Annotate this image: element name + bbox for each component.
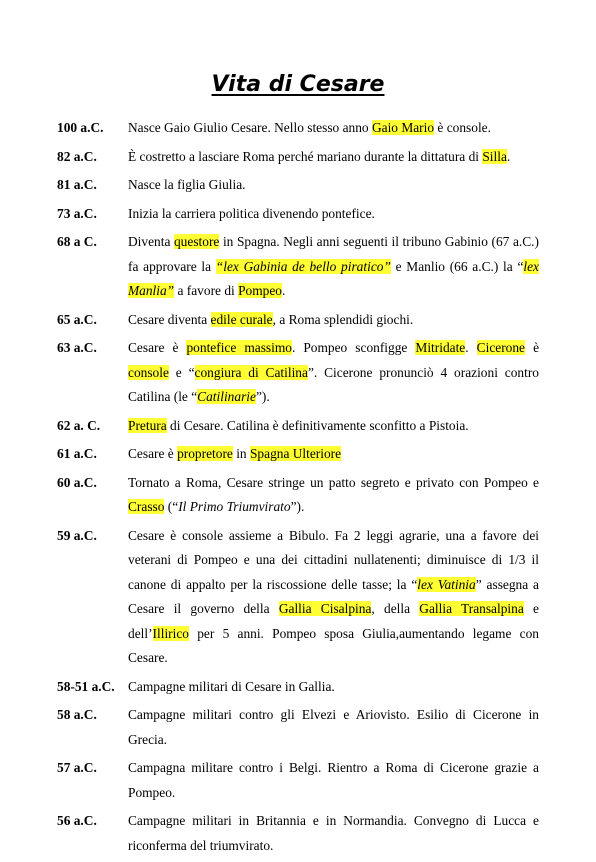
timeline-entry <box>57 442 539 467</box>
timeline-entry <box>57 116 539 141</box>
timeline-entry <box>57 809 539 858</box>
highlighted-term: Spagna Ulteriore <box>249 446 342 461</box>
entry-date: 58 a.C. <box>57 707 97 722</box>
text-segment: e dell’ <box>128 601 539 641</box>
text-segment: Tornato a Roma, Cesare stringe un patto segreto e privato con Pompeo e <box>128 474 539 490</box>
text-segment: e Manlio (66 a.C.) la “ <box>390 258 524 274</box>
entry-date: 57 a.C. <box>57 760 97 775</box>
entry-text <box>128 116 539 141</box>
highlighted-term: Illirico <box>152 625 189 641</box>
timeline-entry <box>57 675 539 700</box>
highlighted-term: Gaio Mario <box>371 120 435 135</box>
entry-date: 60 a.C. <box>57 474 97 490</box>
highlighted-term: propretore <box>177 446 233 461</box>
timeline-entry <box>57 524 539 671</box>
highlighted-term <box>197 389 256 404</box>
text-segment: . Pompeo sconfigge <box>291 340 416 355</box>
entry-date: 56 a.C. <box>57 813 97 828</box>
timeline-entry <box>57 336 539 410</box>
entry-date: 73 a.C. <box>57 205 97 221</box>
timeline-entry <box>57 756 539 805</box>
text-segment <box>178 499 290 514</box>
text-segment: è <box>525 340 540 355</box>
highlighted-term: Gallia Cisalpina <box>278 601 372 616</box>
entry-date: 62 a. C. <box>57 417 101 433</box>
highlighted-term <box>417 577 475 592</box>
entry-date: 59 a.C. <box>57 527 97 543</box>
highlighted-term: edile curale <box>210 311 273 327</box>
italic-term: lex Manlia” <box>128 258 539 298</box>
entry-text <box>128 471 539 520</box>
entry-text <box>128 202 539 227</box>
highlighted-term: Pompeo <box>238 283 282 298</box>
page-title: Vita di Cesare <box>211 72 385 97</box>
highlighted-term: Cicerone <box>476 340 526 355</box>
text-segment: Cesare è console assieme a Bibulo. Fa 2 leggi agrarie, una a favore dei veterani di Pompeo e una dei cittadini nullatenenti; diminuisce di 1/3 il canone di appalto per la riscossione delle tasse; la “ <box>128 527 539 592</box>
highlighted-term: Pretura <box>128 417 167 433</box>
text-segment: ”. Cicerone pronunciò 4 orazioni contro Catilina (le “ <box>128 364 539 404</box>
text-segment: di Cesare. Catilina è definitivamente sconfitto a Pistoia. <box>166 417 469 433</box>
text-segment: . <box>465 340 477 355</box>
text-segment: per 5 anni. Pompeo sposa Giulia,aumentando legame con Cesare. <box>128 625 539 665</box>
entry-text <box>128 809 539 858</box>
highlighted-term <box>216 259 391 274</box>
entry-date: 100 a.C. <box>57 120 104 135</box>
text-segment: e “ <box>168 364 195 380</box>
timeline-entry <box>57 202 539 227</box>
italic-term: Catilinarie <box>197 389 256 404</box>
timeline-entry <box>57 145 539 170</box>
text-segment: Nasce la figlia Giulia. <box>128 177 246 192</box>
entry-text <box>128 336 539 410</box>
entry-text <box>128 442 539 467</box>
entry-date: 82 a.C. <box>57 148 97 164</box>
highlighted-term: Mitridate <box>415 340 466 355</box>
entry-date: 63 a.C. <box>57 340 97 355</box>
highlighted-term: Gallia Transalpina <box>419 601 524 616</box>
text-segment: in Spagna. Negli anni seguenti il tribuno Gabinio (67 a.C.) fa approvare la <box>128 234 539 274</box>
text-segment: Diventa <box>128 234 174 249</box>
text-segment: in <box>232 446 250 461</box>
entry-text <box>128 414 539 439</box>
highlighted-term: questore <box>173 234 220 249</box>
text-segment: ”). <box>255 389 270 404</box>
entry-text <box>128 173 539 198</box>
entry-text <box>128 308 539 333</box>
text-segment: ”). <box>290 499 305 514</box>
text-segment: Inizia la carriera politica divenendo pontefice. <box>128 205 375 221</box>
timeline-entry <box>57 308 539 333</box>
text-segment: Campagne militari contro gli Elvezi e Ariovisto. Esilio di Cicerone in Grecia. <box>128 707 539 747</box>
text-segment: ” assegna a Cesare il governo della <box>128 576 539 616</box>
highlighted-term: pontefice massimo <box>186 340 292 355</box>
entry-date: 58-51 a.C. <box>57 678 115 694</box>
text-segment: . <box>282 283 286 298</box>
timeline-entry <box>57 471 539 520</box>
entry-date: 68 a C. <box>57 234 97 249</box>
entry-text <box>128 703 539 752</box>
timeline-entry <box>57 703 539 752</box>
text-segment: Cesare diventa <box>128 311 211 327</box>
entry-date: 65 a.C. <box>57 311 97 327</box>
highlighted-term: console <box>128 364 169 380</box>
timeline-entry <box>57 173 539 198</box>
timeline-entry <box>57 230 539 304</box>
text-segment: , a Roma splendidi giochi. <box>272 311 414 327</box>
text-segment: È costretto a lasciare Roma perché mariano durante la dittatura di <box>128 148 483 164</box>
highlighted-term: Silla <box>482 148 507 164</box>
highlighted-term: Crasso <box>128 499 165 514</box>
text-segment: Campagne militari in Britannia e in Normandia. Convegno di Lucca e riconferma del triumvirato. <box>128 813 539 853</box>
text-segment: (“ <box>164 499 179 514</box>
entry-text <box>128 675 539 700</box>
italic-term: Il Primo Triumvirato <box>178 499 291 514</box>
entry-text <box>128 524 539 671</box>
text-segment: Campagne militari di Cesare in Gallia. <box>128 678 335 694</box>
text-segment: Cesare è <box>128 340 187 355</box>
highlighted-term: congiura di Catilina <box>194 364 308 380</box>
text-segment: . <box>506 148 511 164</box>
entry-date: 61 a.C. <box>57 446 97 461</box>
text-segment: Nasce Gaio Giulio Cesare. Nello stesso anno <box>128 120 372 135</box>
timeline-list <box>57 116 539 862</box>
text-segment: Cesare è <box>128 446 178 461</box>
timeline-entry <box>57 414 539 439</box>
text-segment: , della <box>371 601 420 616</box>
entry-date: 81 a.C. <box>57 177 97 192</box>
italic-term: “lex Gabinia de bello piratico” <box>215 258 391 274</box>
text-segment: è console. <box>434 120 491 135</box>
text-segment: a favore di <box>174 283 239 298</box>
text-segment: Campagna militare contro i Belgi. Rientro a Roma di Cicerone grazie a Pompeo. <box>128 760 539 800</box>
entry-text <box>128 756 539 805</box>
italic-term: lex Vatinia <box>417 576 476 592</box>
entry-text <box>128 145 539 170</box>
entry-text <box>128 230 539 304</box>
